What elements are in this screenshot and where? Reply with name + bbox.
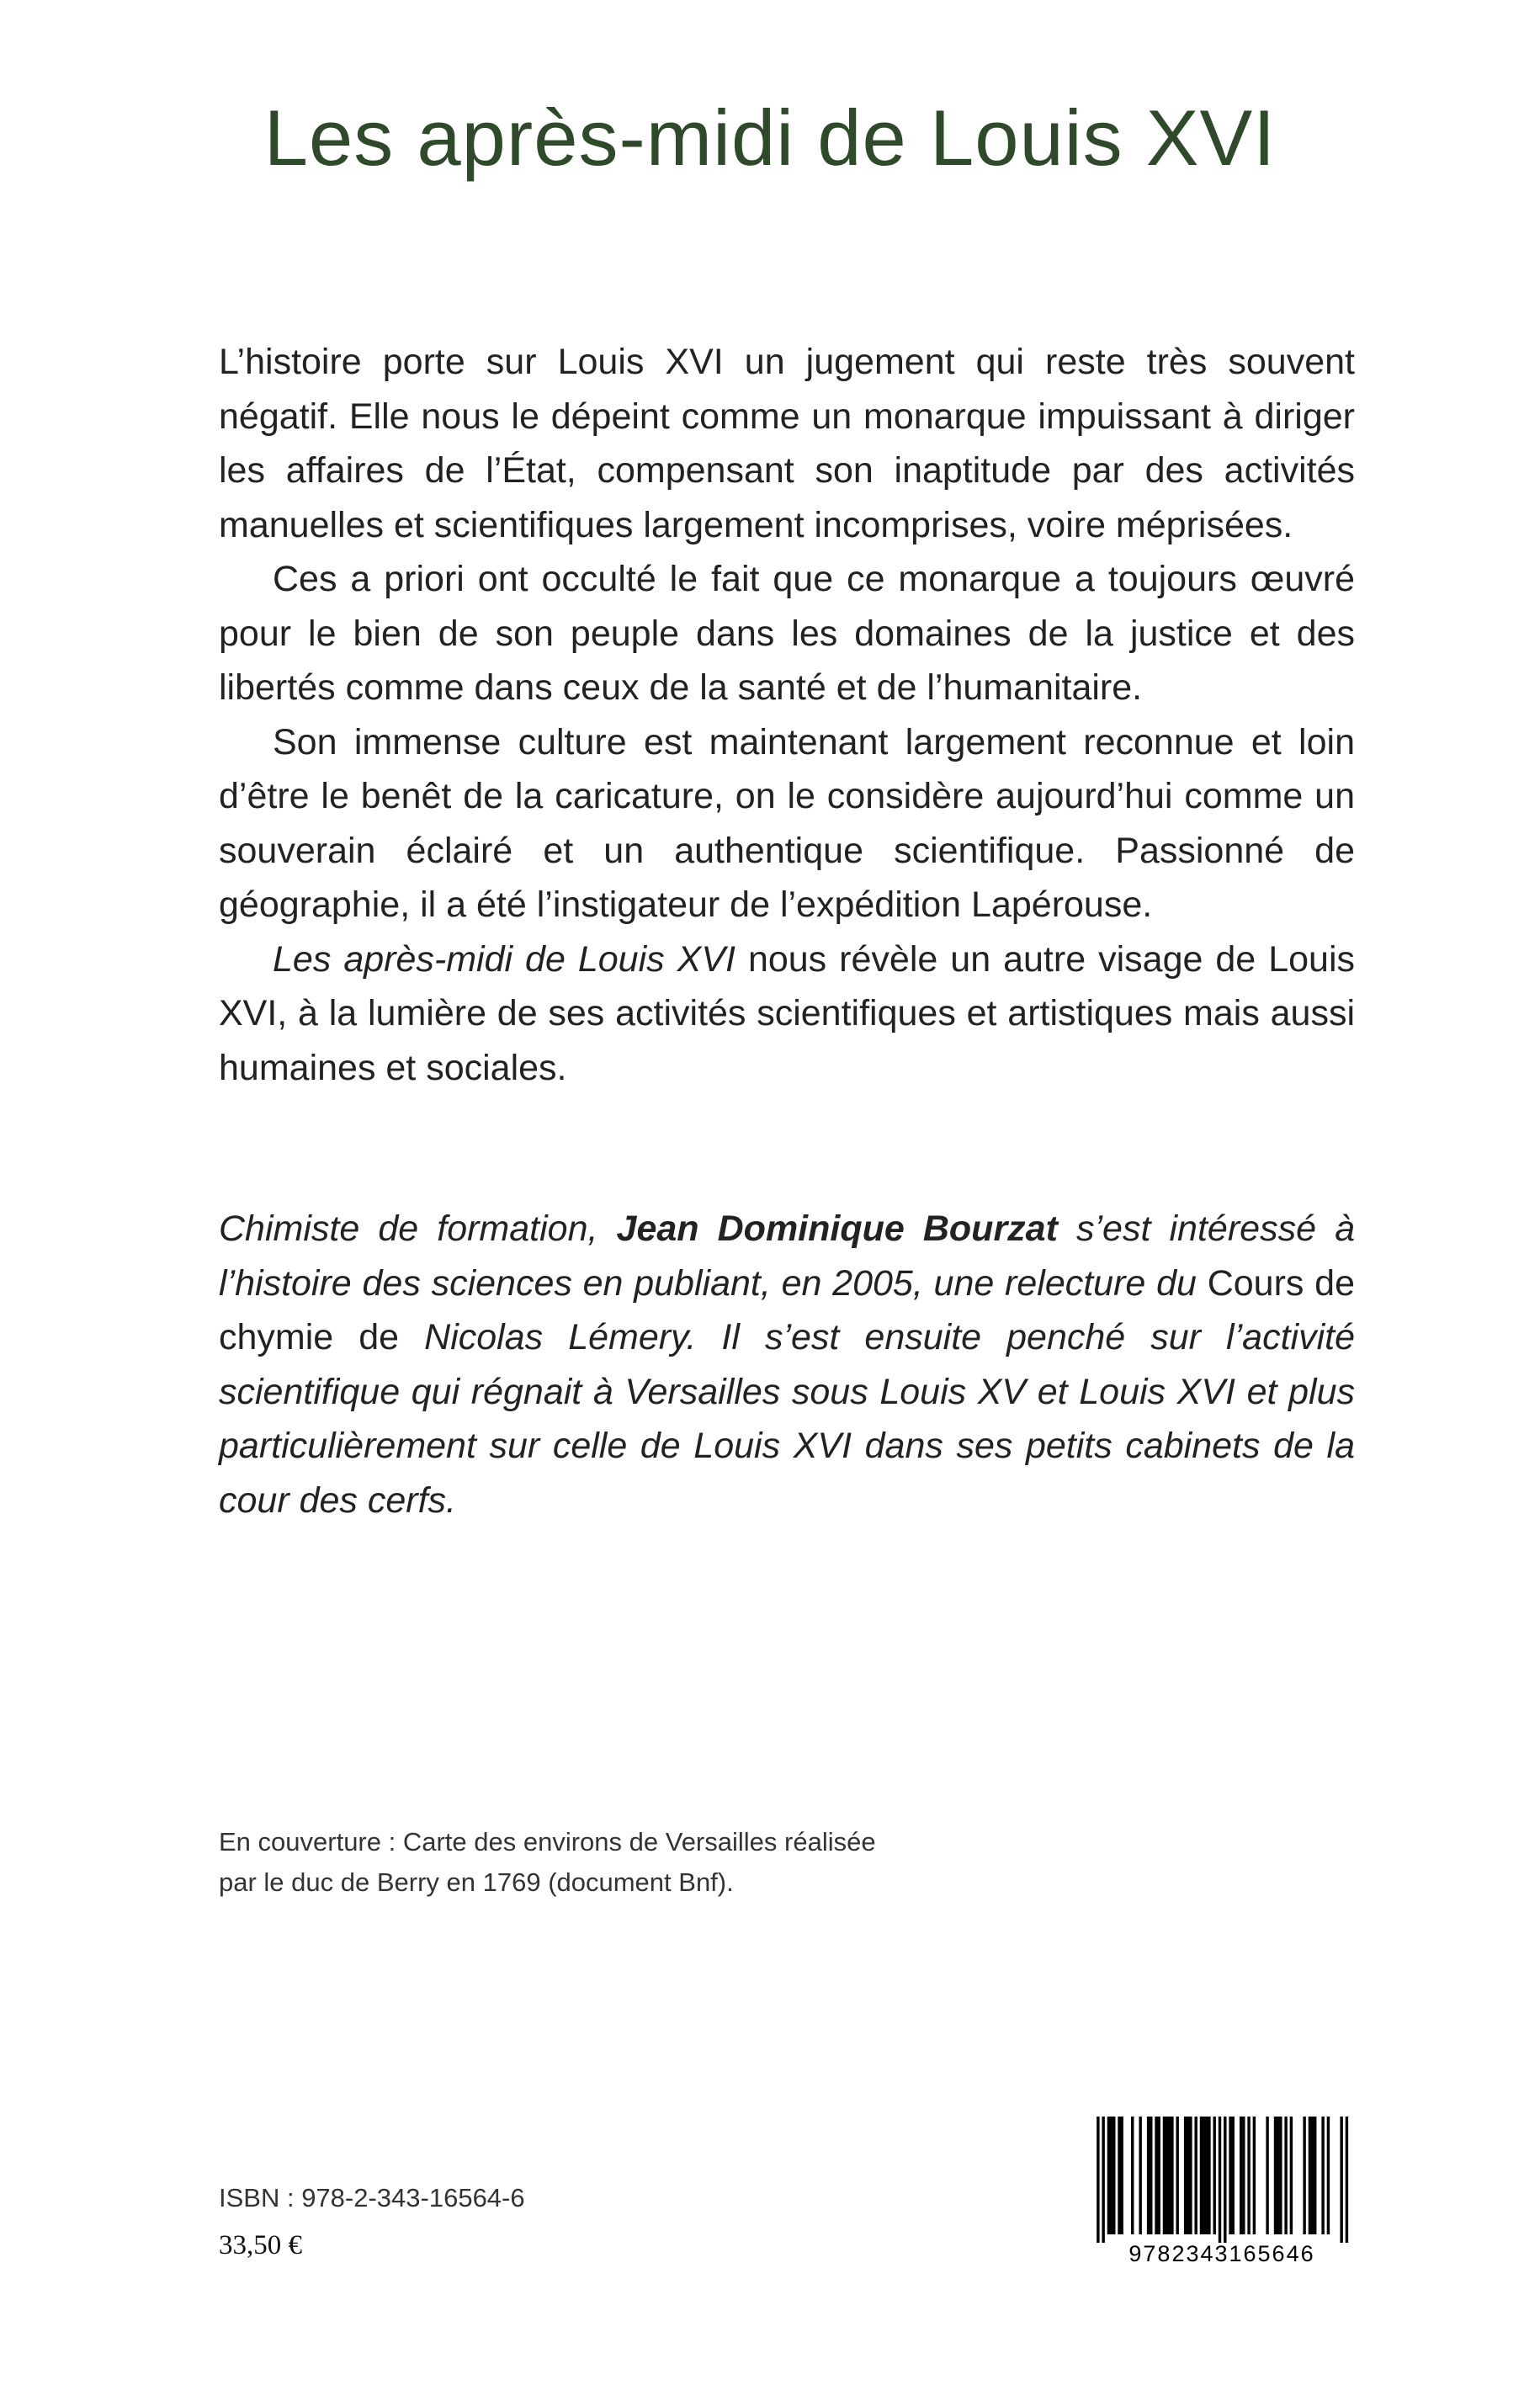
barcode-bar <box>1131 2117 1134 2234</box>
barcode-bar <box>1150 2117 1152 2234</box>
barcode-bar <box>1279 2117 1282 2234</box>
isbn: ISBN : 978-2-343-16564-6 <box>219 2183 525 2212</box>
barcode-bar <box>1187 2117 1189 2234</box>
barcode-bar <box>1219 2117 1221 2243</box>
author-bio-book-1: Cours de chymie <box>219 1262 1355 1357</box>
barcode-bar <box>1274 2117 1277 2234</box>
barcode-bar <box>1242 2117 1245 2234</box>
cover-credit <box>219 1822 976 1903</box>
blurb-book-title: Les après-midi de Louis XVI <box>273 938 735 980</box>
barcode-bar <box>1277 2117 1279 2234</box>
barcode <box>1094 2117 1351 2268</box>
barcode-bar <box>1205 2117 1208 2234</box>
barcode-bar <box>1203 2117 1205 2234</box>
barcode-bar <box>1155 2117 1157 2234</box>
barcode-bar <box>1176 2117 1178 2234</box>
cover-credit-line-1: En couverture : Carte des environs de Versailles réalisée <box>219 1827 876 1856</box>
author-name: Jean Dominique Bourzat <box>616 1208 1058 1249</box>
barcode-bar <box>1113 2117 1115 2234</box>
author-bio-text-2: de <box>333 1317 425 1357</box>
barcode-bar <box>1309 2117 1311 2234</box>
barcode-bar <box>1102 2117 1104 2243</box>
barcode-bar <box>1166 2117 1168 2234</box>
barcode-bar <box>1290 2117 1293 2234</box>
barcode-bar <box>1224 2117 1226 2243</box>
barcode-bar <box>1240 2117 1242 2234</box>
author-bio-text-3: . Il s’est ensuite penché sur l’activité scientifique qui régnait à Versailles sous Louis XV et Louis XVI et plus particulièrement sur celle de Louis XVI dans ses petits cabinets de la cour des cerfs. <box>219 1317 1355 1521</box>
barcode-bar <box>1168 2117 1171 2234</box>
blurb <box>219 335 1355 1095</box>
barcode-bar <box>1110 2117 1113 2234</box>
barcode-digits: 9782343165646 <box>1128 2241 1315 2266</box>
barcode-bar <box>1284 2117 1287 2234</box>
blurb-paragraph-4-text: nous révèle un autre visage de Louis XVI, à la lumière de ses activités scientifiques et artistiques mais aussi humaines et sociales. <box>219 938 1356 1088</box>
barcode-bars <box>1097 2117 1348 2243</box>
blurb-paragraph-4 <box>219 932 1355 1096</box>
blurb-paragraph-2: Ces a priori ont occulté le fait que ce monarque a toujours œuvré pour le bien de son peuple dans les domaines de la justice et des libertés comme dans ceux de la santé et de l’humanitaire. <box>219 559 1355 708</box>
barcode-bar <box>1229 2117 1231 2234</box>
author-bio-text-1: s’est intéressé à l’histoire des sciences en publiant, en 2005, une relecture du <box>219 1208 1355 1304</box>
barcode-bar <box>1139 2117 1141 2234</box>
barcode-bar <box>1314 2117 1316 2234</box>
barcode-bar <box>1184 2117 1187 2234</box>
barcode-bar <box>1171 2117 1173 2234</box>
barcode-bar <box>1189 2117 1192 2234</box>
barcode-bar <box>1107 2117 1110 2234</box>
barcode-graphic <box>1094 2117 1351 2268</box>
price: 33,50 € <box>219 2230 302 2260</box>
barcode-bar <box>1247 2117 1250 2234</box>
author-bio <box>219 1202 1355 1527</box>
barcode-bar <box>1253 2117 1256 2234</box>
barcode-bar <box>1200 2117 1203 2234</box>
barcode-bar <box>1321 2117 1324 2234</box>
author-bio-book-2: Nicolas Lémery <box>424 1317 687 1357</box>
blurb-paragraph-1: L’histoire porte sur Louis XVI un jugement qui reste très souvent négatif. Elle nous le dépeint comme un monarque impuissant à diriger les affaires de l’État, compensant son inaptitude par des activités manuelles et scientifiques largement incomprises, voire méprisées. <box>219 342 1355 545</box>
barcode-bar <box>1147 2117 1150 2234</box>
author-bio-intro: Chimiste de formation, <box>219 1208 617 1249</box>
cover-credit-line-2: par le duc de Berry en 1769 (document Bnf). <box>219 1867 734 1897</box>
barcode-bar <box>1327 2117 1330 2234</box>
barcode-bar <box>1303 2117 1305 2234</box>
barcode-bar <box>1311 2117 1314 2234</box>
barcode-bar <box>1213 2117 1215 2234</box>
barcode-bar <box>1120 2117 1123 2234</box>
barcode-bar <box>1118 2117 1120 2234</box>
barcode-bar <box>1232 2117 1235 2234</box>
barcode-bar <box>1346 2117 1348 2243</box>
barcode-bar <box>1157 2117 1160 2234</box>
book-title: Les après-midi de Louis XVI <box>263 93 1277 182</box>
barcode-bar <box>1097 2117 1099 2243</box>
barcode-bar <box>1266 2117 1268 2234</box>
barcode-bar <box>1208 2117 1210 2234</box>
blurb-paragraph-3: Son immense culture est maintenant largement reconnue et loin d’être le benêt de la caricature, on le considère aujourd’hui comme un souverain éclairé et un authentique scientifique. Passionné de géographie, il a été l’instigateur de l’expédition Lapérouse. <box>219 721 1355 925</box>
barcode-bar <box>1163 2117 1166 2234</box>
barcode-bar <box>1340 2117 1342 2243</box>
barcode-bar <box>1194 2117 1197 2234</box>
